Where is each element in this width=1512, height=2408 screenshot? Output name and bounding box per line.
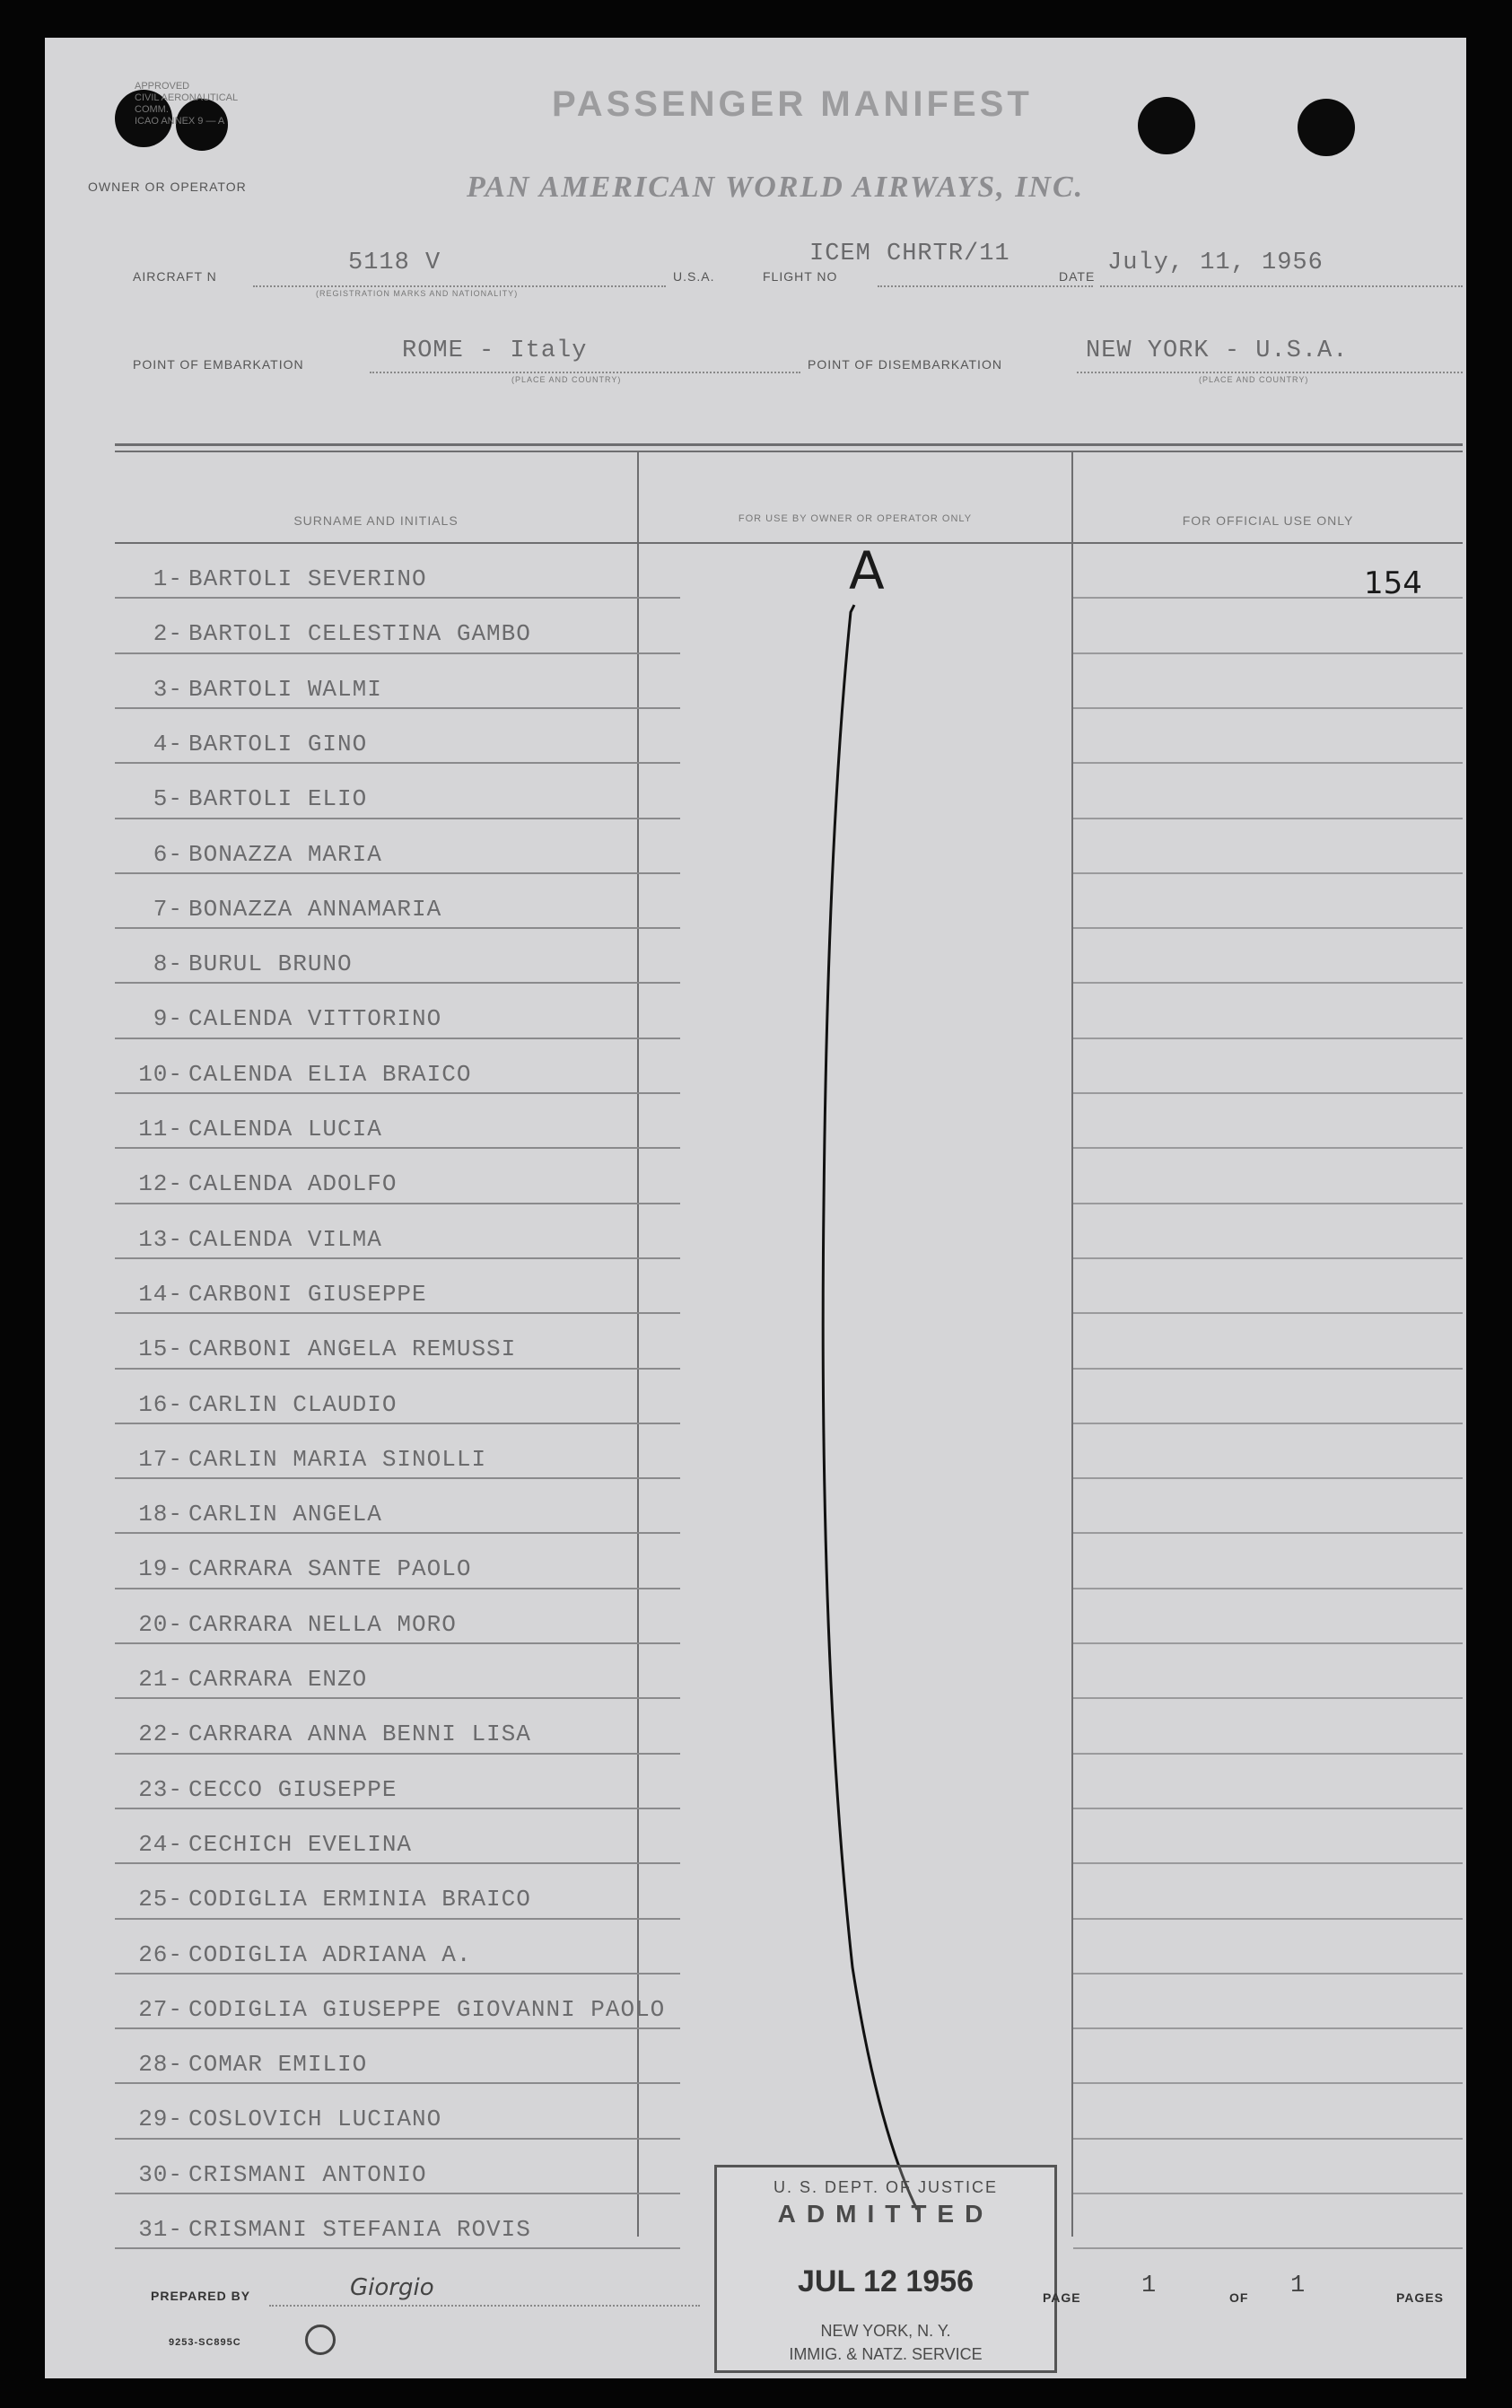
of-label: OF — [1229, 2290, 1249, 2305]
seal-icon — [305, 2325, 336, 2355]
passenger-number: 6- — [153, 840, 183, 868]
embark-label: POINT OF EMBARKATION — [133, 357, 304, 372]
page-label: PAGE — [1043, 2290, 1081, 2305]
passenger-number: 29- — [138, 2106, 183, 2133]
passenger-name: CARRARA NELLA MORO — [188, 1610, 457, 1638]
passenger-name: CALENDA LUCIA — [188, 1116, 382, 1143]
passenger-name: BURUL BRUNO — [188, 950, 353, 978]
passenger-name: CARBONI ANGELA REMUSSI — [188, 1335, 517, 1363]
pages-label: PAGES — [1396, 2290, 1444, 2305]
passenger-name: CALENDA VITTORINO — [188, 1005, 442, 1033]
passenger-name: BARTOLI WALMI — [188, 675, 382, 703]
passenger-number: 10- — [138, 1060, 183, 1088]
passenger-name: CALENDA VILMA — [188, 1225, 382, 1253]
prepared-by-value: Giorgio — [350, 2274, 434, 2301]
date-value: July, 11, 1956 — [1107, 250, 1324, 276]
passenger-name: CODIGLIA ADRIANA A. — [188, 1940, 472, 1968]
passenger-name: CARLIN MARIA SINOLLI — [188, 1445, 487, 1473]
owner-value: PAN AMERICAN WORLD AIRWAYS, INC. — [467, 171, 1085, 204]
owner-label: OWNER OR OPERATOR — [88, 180, 247, 194]
official-number: 154 — [1364, 565, 1422, 601]
passenger-number: 24- — [138, 1830, 183, 1858]
passenger-number: 26- — [138, 1940, 183, 1968]
aircraft-sub: (REGISTRATION MARKS AND NATIONALITY) — [316, 289, 519, 298]
stamp-date: JUL 12 1956 — [798, 2264, 974, 2299]
disembark-value: NEW YORK - U.S.A. — [1086, 337, 1349, 364]
owner-mark: A — [849, 540, 885, 601]
passenger-number: 25- — [138, 1886, 183, 1913]
flight-label: FLIGHT NO — [763, 269, 838, 284]
passenger-number: 14- — [138, 1280, 183, 1308]
passenger-name: CARLIN ANGELA — [188, 1501, 382, 1528]
passenger-name: CARRARA ANNA BENNI LISA — [188, 1721, 531, 1748]
underline — [269, 2305, 700, 2307]
passenger-number: 18- — [138, 1501, 183, 1528]
passenger-number: 23- — [138, 1775, 183, 1803]
aircraft-label: AIRCRAFT N — [133, 269, 217, 284]
passenger-name: CRISMANI STEFANIA ROVIS — [188, 2216, 531, 2243]
passenger-number: 19- — [138, 1555, 183, 1583]
passenger-number: 7- — [153, 895, 183, 923]
passenger-name: CRISMANI ANTONIO — [188, 2160, 427, 2188]
column-header-surname: SURNAME AND INITIALS — [293, 513, 459, 528]
passenger-number: 28- — [138, 2051, 183, 2079]
passenger-name: CARRARA ENZO — [188, 1666, 368, 1693]
passenger-number: 22- — [138, 1721, 183, 1748]
disembark-sub: (PLACE AND COUNTRY) — [1199, 375, 1309, 384]
of-value: 1 — [1290, 2272, 1307, 2299]
page-value: 1 — [1141, 2272, 1158, 2299]
passenger-number: 4- — [153, 730, 183, 757]
passenger-name: COSLOVICH LUCIANO — [188, 2106, 442, 2133]
embark-value: ROME - Italy — [402, 337, 588, 364]
passenger-name: BONAZZA MARIA — [188, 840, 382, 868]
passenger-number: 12- — [138, 1170, 183, 1198]
passenger-number: 20- — [138, 1610, 183, 1638]
manifest-sheet — [45, 38, 1466, 2378]
passenger-name: BARTOLI GINO — [188, 730, 368, 757]
passenger-number: 8- — [153, 950, 183, 978]
passenger-number: 11- — [138, 1116, 183, 1143]
passenger-name: CODIGLIA GIUSEPPE GIOVANNI PAOLO — [188, 1995, 666, 2023]
passenger-number: 31- — [138, 2216, 183, 2243]
stamp-line: NEW YORK, N. Y. — [820, 2322, 951, 2340]
stamp-admitted: ADMITTED — [777, 2200, 994, 2228]
column-header-official: FOR OFFICIAL USE ONLY — [1182, 513, 1354, 528]
passenger-name: CARBONI GIUSEPPE — [188, 1280, 427, 1308]
immigration-stamp — [714, 2165, 1057, 2373]
passenger-number: 21- — [138, 1666, 183, 1693]
stamp-line: U. S. DEPT. OF JUSTICE — [773, 2178, 999, 2196]
passenger-number: 30- — [138, 2160, 183, 2188]
passenger-name: COMAR EMILIO — [188, 2051, 368, 2079]
approval-line: APPROVED — [135, 81, 190, 92]
handwritten-vertical-line — [45, 38, 1466, 2378]
passenger-name: CECHICH EVELINA — [188, 1830, 413, 1858]
column-header-owner: FOR USE BY OWNER OR OPERATOR ONLY — [738, 513, 973, 524]
page-title: PASSENGER MANIFEST — [552, 84, 1033, 124]
form-number: 9253-SC895C — [169, 2337, 241, 2348]
passenger-name: CALENDA ELIA BRAICO — [188, 1060, 472, 1088]
passenger-number: 9- — [153, 1005, 183, 1033]
passenger-name: BARTOLI ELIO — [188, 785, 368, 813]
date-label: DATE — [1059, 269, 1096, 284]
passenger-name: CARRARA SANTE PAOLO — [188, 1555, 472, 1583]
passenger-number: 16- — [138, 1390, 183, 1418]
passenger-name: CALENDA ADOLFO — [188, 1170, 398, 1198]
passenger-name: CARLIN CLAUDIO — [188, 1390, 398, 1418]
passenger-name: BARTOLI CELESTINA GAMBO — [188, 620, 531, 648]
passenger-number: 5- — [153, 785, 183, 813]
flight-value: ICEM CHRTR/11 — [809, 241, 1010, 267]
passenger-name: CODIGLIA ERMINIA BRAICO — [188, 1886, 531, 1913]
passenger-number: 15- — [138, 1335, 183, 1363]
passenger-name: BARTOLI SEVERINO — [188, 565, 427, 592]
approval-line: CIVIL AERONAUTICAL COMM. — [135, 92, 238, 115]
aircraft-value: 5118 V — [348, 250, 441, 276]
passenger-number: 2- — [153, 620, 183, 648]
stamp-line: IMMIG. & NATZ. SERVICE — [789, 2345, 983, 2363]
approval-line: ICAO ANNEX 9 — A — [135, 116, 225, 127]
passenger-number: 1- — [153, 565, 183, 592]
usa-label: U.S.A. — [673, 269, 715, 284]
passenger-name: CECCO GIUSEPPE — [188, 1775, 398, 1803]
passenger-number: 3- — [153, 675, 183, 703]
prepared-by-label: PREPARED BY — [151, 2289, 251, 2303]
passenger-name: BONAZZA ANNAMARIA — [188, 895, 442, 923]
passenger-number: 27- — [138, 1995, 183, 2023]
disembark-label: POINT OF DISEMBARKATION — [808, 357, 1002, 372]
passenger-number: 17- — [138, 1445, 183, 1473]
passenger-number: 13- — [138, 1225, 183, 1253]
embark-sub: (PLACE AND COUNTRY) — [511, 375, 622, 384]
